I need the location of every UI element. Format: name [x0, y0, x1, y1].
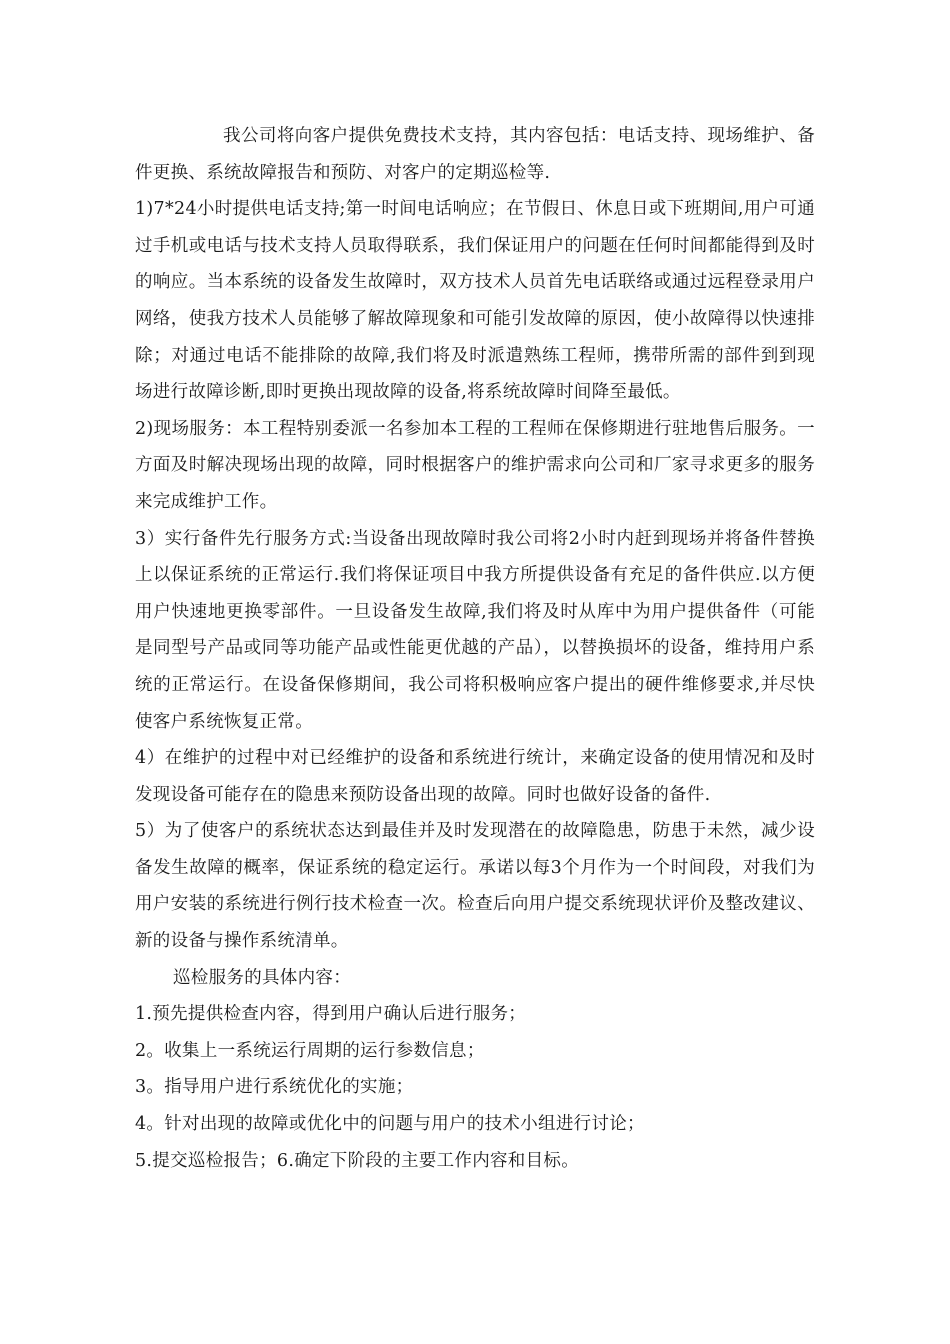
intro-paragraph: 我公司将向客户提供免费技术支持，其内容包括：电话支持、现场维护、备件更换、系统故障报告和预防、对客户的定期巡检等. [135, 126, 815, 183]
document-body [135, 118, 815, 1179]
inspection-heading: 巡检服务的具体内容： [173, 967, 351, 988]
item-5-paragraph: 5）为了使客户的系统状态达到最佳并及时发现潜在的故障隐患，防患于未然，减少设备发生故障的概率，保证系统的稳定运行。承诺以每3个月作为一个时间段，对我们为用户安装的系统进行例行技术检查一次。检查后向用户提交系统现状评价及整改建议、新的设备与操作系统清单。 [135, 821, 815, 952]
inspection-item-1: 1.预先提供检查内容，得到用户确认后进行服务； [135, 1004, 527, 1025]
item-1-paragraph: 1)7*24小时提供电话支持;第一时间电话响应；在节假日、休息日或下班期间,用户可通过手机或电话与技术支持人员取得联系，我们保证用户的问题在任何时间都能得到及时的响应。当本系统的设备发生故障时，双方技术人员首先电话联络或通过远程登录用户网络，使我方技术人员能够了解故障现象和可能引发故障的原因，使小故障得以快速排除；对通过电话不能排除的故障,我们将及时派遣熟练工程师，携带所需的部件到到现场进行故障诊断,即时更换出现故障的设备,将系统故障时间降至最低。 [135, 199, 815, 403]
inspection-item-3: 3。指导用户进行系统优化的实施； [135, 1077, 414, 1098]
inspection-item-5: 5.提交巡检报告；6.确定下阶段的主要工作内容和目标。 [135, 1150, 579, 1171]
inspection-item-2: 2。收集上一系统运行周期的运行参数信息； [135, 1040, 485, 1061]
item-2-paragraph: 2)现场服务：本工程特别委派一名参加本工程的工程师在保修期进行驻地售后服务。一方面及时解决现场出现的故障，同时根据客户的维护需求向公司和厂家寻求更多的服务来完成维护工作。 [135, 418, 815, 512]
inspection-item-4: 4。针对出现的故障或优化中的问题与用户的技术小组进行讨论； [135, 1114, 645, 1135]
item-3-paragraph: 3）实行备件先行服务方式:当设备出现故障时我公司将2小时内赶到现场并将备件替换上以保证系统的正常运行.我们将保证项目中我方所提供设备有充足的备件供应.以方便用户快速地更换零部件。一旦设备发生故障,我们将及时从库中为用户提供备件（可能是同型号产品或同等功能产品或性能更优越的产品），以替换损坏的设备，维持用户系统的正常运行。在设备保修期间，我公司将积极响应客户提出的硬件维修要求,并尽快使客户系统恢复正常。 [135, 528, 815, 732]
item-4-paragraph: 4）在维护的过程中对已经维护的设备和系统进行统计，来确定设备的使用情况和及时发现设备可能存在的隐患来预防设备出现的故障。同时也做好设备的备件. [135, 748, 815, 805]
